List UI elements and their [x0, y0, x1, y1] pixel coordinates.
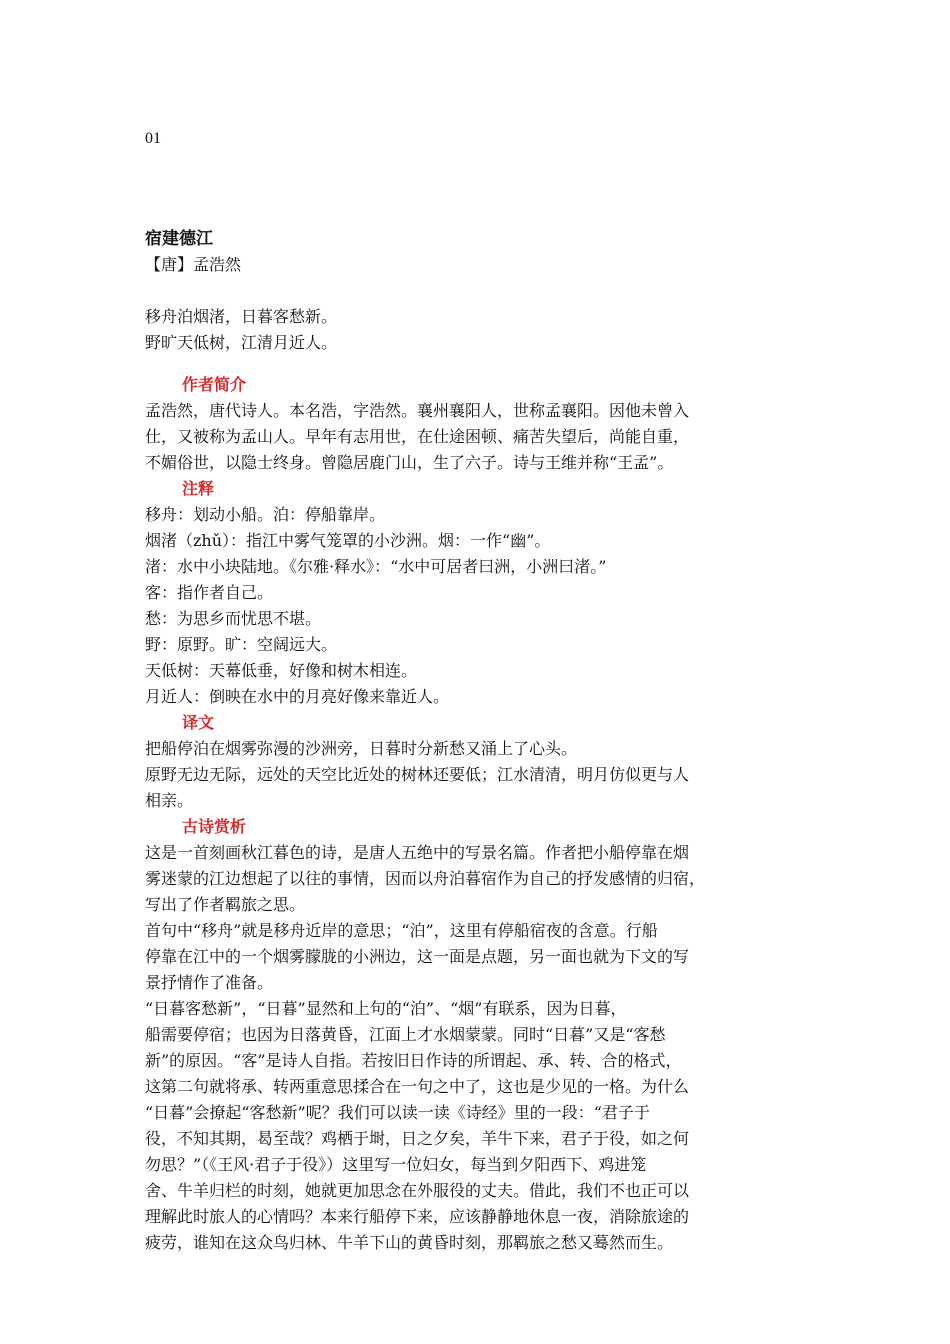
- note-line: 移舟：划动小船。泊：停船靠岸。: [145, 505, 386, 524]
- note-line: 月近人：倒映在水中的月亮好像来靠近人。: [145, 687, 450, 706]
- text-line: 雾迷蒙的江边想起了以往的事情，因而以舟泊暮宿作为自己的抒发感情的归宿，: [145, 869, 706, 888]
- text-line: 不媚俗世，以隐士终身。曾隐居鹿门山，生了六子。诗与王维并称“王孟”。: [145, 453, 674, 472]
- section-heading: 注释: [182, 479, 215, 498]
- text-line: 理解此时旅人的心情吗？本来行船停下来，应该静静地休息一夜，消除旅途的: [145, 1207, 690, 1226]
- page-number: 01: [145, 130, 161, 147]
- section-author-intro: [145, 372, 815, 476]
- text-line: 孟浩然，唐代诗人。本名浩，字浩然。襄州襄阳人，世称孟襄阳。因他未曾入: [145, 401, 690, 420]
- note-line: 渚：水中小块陆地。《尔雅·释水》：“水中可居者曰洲，小洲曰渚。”: [145, 557, 607, 576]
- poem-block: [145, 226, 815, 356]
- section-analysis: [145, 814, 815, 1256]
- content-body: [145, 372, 815, 1256]
- note-line: 客：指作者自己。: [145, 583, 274, 602]
- note-line: 天低树：天幕低垂，好像和树木相连。: [145, 661, 418, 680]
- text-line: 船需要停宿；也因为日落黄昏，江面上才水烟蒙蒙。同时“日暮”又是“客愁: [145, 1025, 666, 1044]
- text-line: 景抒情作了准备。: [145, 973, 274, 992]
- text-line: 役，不知其期，曷至哉？鸡栖于埘，日之夕矣，羊牛下来，君子于役，如之何: [145, 1129, 690, 1148]
- text-line: 把船停泊在烟雾弥漫的沙洲旁，日暮时分新愁又涌上了心头。: [145, 739, 578, 758]
- section-heading: 古诗赏析: [182, 817, 247, 836]
- text-line: 原野无边无际，远处的天空比近处的树林还要低；江水清清，明月仿似更与人: [145, 765, 690, 784]
- section-notes: [145, 476, 815, 710]
- text-line: 这第二句就将承、转两重意思揉合在一句之中了，这也是少见的一格。为什么: [145, 1077, 690, 1096]
- text-line: 相亲。: [145, 791, 194, 810]
- section-heading: 译文: [182, 713, 215, 732]
- poem-line: 移舟泊烟渚，日暮客愁新。: [145, 307, 338, 326]
- text-line: 疲劳，谁知在这众鸟归林、牛羊下山的黄昏时刻，那羁旅之愁又蓦然而生。: [145, 1233, 674, 1252]
- text-line: “日暮”会撩起“客愁新”呢？我们可以读一读《诗经》里的一段：“君子于: [145, 1103, 650, 1122]
- section-heading: 作者简介: [182, 375, 247, 394]
- note-line: 烟渚（zhǔ）：指江中雾气笼罩的小沙洲。烟：一作“幽”。: [145, 531, 551, 550]
- text-line: 仕，又被称为孟山人。早年有志用世，在仕途困顿、痛苦失望后，尚能自重，: [145, 427, 690, 446]
- poem-title: 宿建德江: [145, 229, 213, 249]
- poem-author: 【唐】孟浩然: [145, 255, 242, 274]
- text-line: 首句中“移舟”就是移舟近岸的意思；“泊”，这里有停船宿夜的含意。行船: [145, 921, 658, 940]
- text-line: 勿思？”（《王风·君子于役》）这里写一位妇女，每当到夕阳西下、鸡进笼: [145, 1155, 647, 1174]
- text-line: 这是一首刻画秋江暮色的诗，是唐人五绝中的写景名篇。作者把小船停靠在烟: [145, 843, 690, 862]
- note-line: 野：原野。旷：空阔远大。: [145, 635, 338, 654]
- text-line: 停靠在江中的一个烟雾朦胧的小洲边，这一面是点题，另一面也就为下文的写: [145, 947, 690, 966]
- text-line: 写出了作者羁旅之思。: [145, 895, 306, 914]
- note-line: 愁：为思乡而忧思不堪。: [145, 609, 322, 628]
- text-line: 新”的原因。“客”是诗人自指。若按旧日作诗的所谓起、承、转、合的格式，: [145, 1051, 682, 1070]
- section-translation: [145, 710, 815, 814]
- poem-line: 野旷天低树，江清月近人。: [145, 333, 338, 352]
- text-line: “日暮客愁新”，“日暮”显然和上句的“泊”、“烟”有联系，因为日暮，: [145, 999, 627, 1018]
- text-line: 舍、牛羊归栏的时刻，她就更加思念在外服役的丈夫。借此，我们不也正可以: [145, 1181, 690, 1200]
- poem-text: [145, 304, 815, 356]
